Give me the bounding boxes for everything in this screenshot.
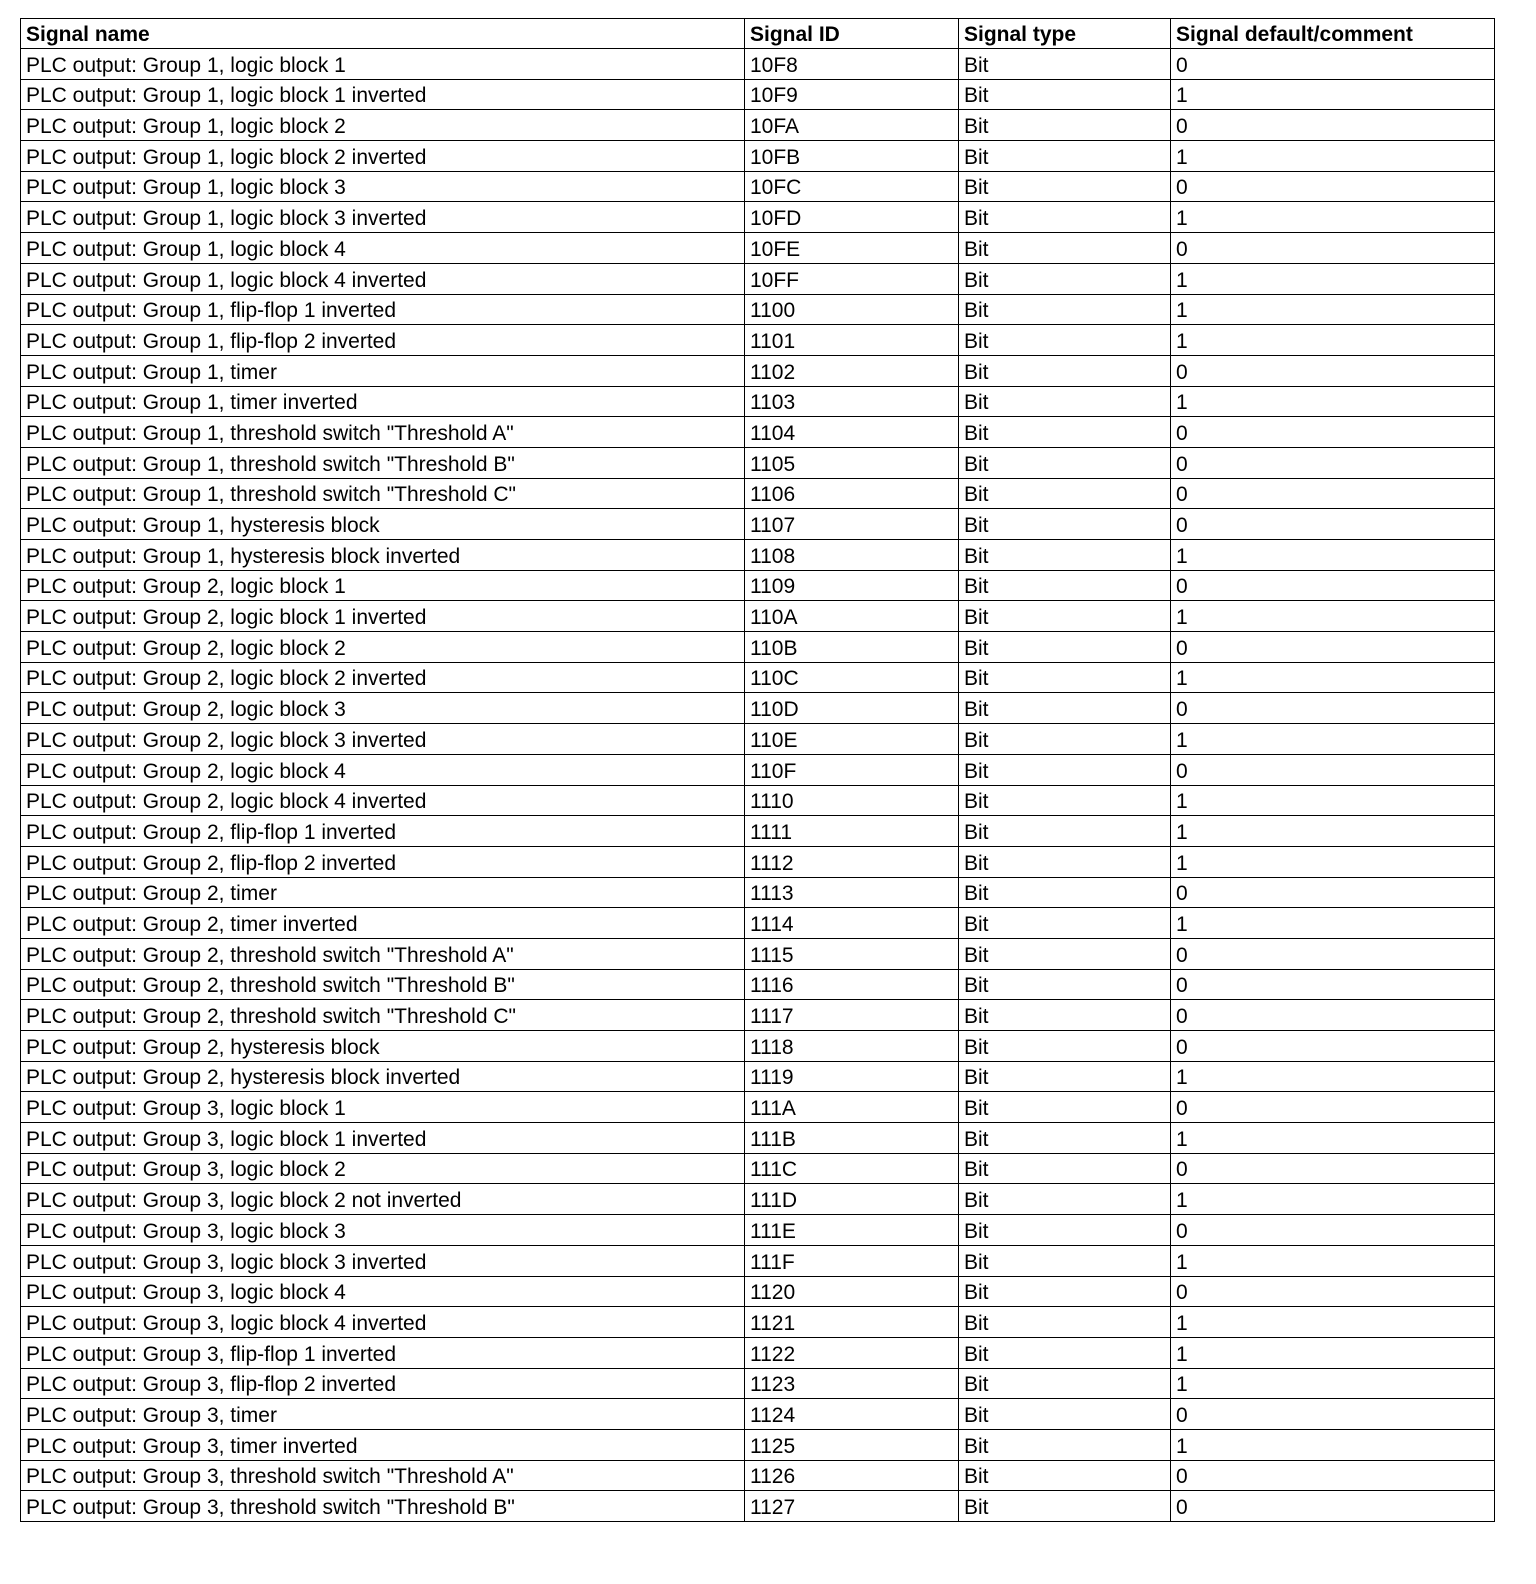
cell-signal-default: 0 bbox=[1171, 1399, 1495, 1430]
table-row bbox=[21, 662, 1495, 693]
cell-signal-name: PLC output: Group 3, logic block 2 bbox=[21, 1153, 745, 1184]
cell-signal-default: 0 bbox=[1171, 417, 1495, 448]
table-row bbox=[21, 141, 1495, 172]
cell-signal-type: Bit bbox=[959, 233, 1171, 264]
cell-signal-type: Bit bbox=[959, 1337, 1171, 1368]
cell-signal-name: PLC output: Group 3, logic block 4 bbox=[21, 1276, 745, 1307]
cell-signal-type: Bit bbox=[959, 110, 1171, 141]
cell-signal-name: PLC output: Group 3, logic block 1 bbox=[21, 1092, 745, 1123]
table-row bbox=[21, 846, 1495, 877]
table-row bbox=[21, 233, 1495, 264]
table-row bbox=[21, 724, 1495, 755]
cell-signal-name: PLC output: Group 2, logic block 3 inverted bbox=[21, 724, 745, 755]
cell-signal-name: PLC output: Group 1, logic block 3 inverted bbox=[21, 202, 745, 233]
cell-signal-name: PLC output: Group 1, logic block 1 bbox=[21, 49, 745, 80]
table-row bbox=[21, 1491, 1495, 1522]
cell-signal-default: 0 bbox=[1171, 233, 1495, 264]
cell-signal-type: Bit bbox=[959, 693, 1171, 724]
cell-signal-default: 0 bbox=[1171, 754, 1495, 785]
cell-signal-type: Bit bbox=[959, 570, 1171, 601]
cell-signal-id: 1126 bbox=[745, 1460, 959, 1491]
cell-signal-id: 110A bbox=[745, 601, 959, 632]
cell-signal-default: 1 bbox=[1171, 1123, 1495, 1154]
cell-signal-type: Bit bbox=[959, 662, 1171, 693]
cell-signal-default: 0 bbox=[1171, 49, 1495, 80]
cell-signal-type: Bit bbox=[959, 754, 1171, 785]
table-row bbox=[21, 1399, 1495, 1430]
cell-signal-name: PLC output: Group 1, hysteresis block bbox=[21, 509, 745, 540]
cell-signal-type: Bit bbox=[959, 1153, 1171, 1184]
cell-signal-name: PLC output: Group 2, flip-flop 2 inverted bbox=[21, 846, 745, 877]
cell-signal-type: Bit bbox=[959, 785, 1171, 816]
cell-signal-type: Bit bbox=[959, 1429, 1171, 1460]
table-row bbox=[21, 1429, 1495, 1460]
cell-signal-default: 1 bbox=[1171, 540, 1495, 571]
cell-signal-default: 0 bbox=[1171, 171, 1495, 202]
table-row bbox=[21, 693, 1495, 724]
cell-signal-id: 111D bbox=[745, 1184, 959, 1215]
cell-signal-default: 1 bbox=[1171, 846, 1495, 877]
cell-signal-type: Bit bbox=[959, 1276, 1171, 1307]
table-row bbox=[21, 1245, 1495, 1276]
cell-signal-name: PLC output: Group 1, logic block 3 bbox=[21, 171, 745, 202]
table-row bbox=[21, 601, 1495, 632]
cell-signal-name: PLC output: Group 3, timer inverted bbox=[21, 1429, 745, 1460]
cell-signal-id: 111E bbox=[745, 1215, 959, 1246]
header-signal-type: Signal type bbox=[959, 19, 1171, 49]
cell-signal-id: 110C bbox=[745, 662, 959, 693]
table-row bbox=[21, 1031, 1495, 1062]
cell-signal-type: Bit bbox=[959, 1184, 1171, 1215]
table-row bbox=[21, 1092, 1495, 1123]
cell-signal-id: 1110 bbox=[745, 785, 959, 816]
table-row bbox=[21, 110, 1495, 141]
cell-signal-id: 1122 bbox=[745, 1337, 959, 1368]
table-row bbox=[21, 1307, 1495, 1338]
table-row bbox=[21, 1460, 1495, 1491]
cell-signal-id: 1108 bbox=[745, 540, 959, 571]
cell-signal-id: 1114 bbox=[745, 908, 959, 939]
cell-signal-default: 1 bbox=[1171, 1184, 1495, 1215]
cell-signal-type: Bit bbox=[959, 49, 1171, 80]
table-row bbox=[21, 1276, 1495, 1307]
cell-signal-default: 0 bbox=[1171, 110, 1495, 141]
cell-signal-name: PLC output: Group 2, logic block 4 inverted bbox=[21, 785, 745, 816]
table-row bbox=[21, 1337, 1495, 1368]
header-signal-default: Signal default/comment bbox=[1171, 19, 1495, 49]
header-signal-id: Signal ID bbox=[745, 19, 959, 49]
cell-signal-type: Bit bbox=[959, 938, 1171, 969]
table-row bbox=[21, 816, 1495, 847]
cell-signal-name: PLC output: Group 1, flip-flop 1 inverted bbox=[21, 294, 745, 325]
table-row bbox=[21, 1061, 1495, 1092]
cell-signal-default: 1 bbox=[1171, 1245, 1495, 1276]
cell-signal-id: 1116 bbox=[745, 969, 959, 1000]
cell-signal-default: 0 bbox=[1171, 938, 1495, 969]
cell-signal-id: 1107 bbox=[745, 509, 959, 540]
cell-signal-name: PLC output: Group 3, flip-flop 1 inverted bbox=[21, 1337, 745, 1368]
cell-signal-default: 1 bbox=[1171, 294, 1495, 325]
cell-signal-default: 1 bbox=[1171, 325, 1495, 356]
cell-signal-id: 1117 bbox=[745, 1000, 959, 1031]
table-row bbox=[21, 49, 1495, 80]
cell-signal-name: PLC output: Group 3, logic block 3 bbox=[21, 1215, 745, 1246]
cell-signal-name: PLC output: Group 2, threshold switch "Threshold A" bbox=[21, 938, 745, 969]
cell-signal-type: Bit bbox=[959, 1123, 1171, 1154]
table-row bbox=[21, 171, 1495, 202]
cell-signal-default: 0 bbox=[1171, 1153, 1495, 1184]
cell-signal-id: 1111 bbox=[745, 816, 959, 847]
cell-signal-id: 10F8 bbox=[745, 49, 959, 80]
cell-signal-type: Bit bbox=[959, 1491, 1171, 1522]
cell-signal-name: PLC output: Group 2, threshold switch "Threshold C" bbox=[21, 1000, 745, 1031]
table-row bbox=[21, 263, 1495, 294]
cell-signal-type: Bit bbox=[959, 509, 1171, 540]
cell-signal-type: Bit bbox=[959, 724, 1171, 755]
table-row bbox=[21, 785, 1495, 816]
cell-signal-type: Bit bbox=[959, 79, 1171, 110]
cell-signal-id: 111C bbox=[745, 1153, 959, 1184]
cell-signal-id: 111B bbox=[745, 1123, 959, 1154]
cell-signal-id: 110B bbox=[745, 632, 959, 663]
cell-signal-default: 1 bbox=[1171, 601, 1495, 632]
table-row bbox=[21, 1184, 1495, 1215]
table-row bbox=[21, 1215, 1495, 1246]
cell-signal-default: 0 bbox=[1171, 447, 1495, 478]
table-row bbox=[21, 540, 1495, 571]
table-row bbox=[21, 877, 1495, 908]
cell-signal-default: 1 bbox=[1171, 908, 1495, 939]
cell-signal-default: 1 bbox=[1171, 141, 1495, 172]
table-row bbox=[21, 478, 1495, 509]
cell-signal-type: Bit bbox=[959, 1368, 1171, 1399]
table-body bbox=[21, 49, 1495, 1522]
cell-signal-name: PLC output: Group 2, timer bbox=[21, 877, 745, 908]
cell-signal-type: Bit bbox=[959, 601, 1171, 632]
cell-signal-type: Bit bbox=[959, 1061, 1171, 1092]
cell-signal-id: 1106 bbox=[745, 478, 959, 509]
cell-signal-default: 1 bbox=[1171, 662, 1495, 693]
table-row bbox=[21, 1153, 1495, 1184]
cell-signal-name: PLC output: Group 3, logic block 4 inverted bbox=[21, 1307, 745, 1338]
cell-signal-default: 0 bbox=[1171, 693, 1495, 724]
cell-signal-default: 0 bbox=[1171, 877, 1495, 908]
cell-signal-default: 1 bbox=[1171, 724, 1495, 755]
cell-signal-default: 0 bbox=[1171, 632, 1495, 663]
cell-signal-default: 0 bbox=[1171, 355, 1495, 386]
table-row bbox=[21, 1123, 1495, 1154]
cell-signal-id: 1124 bbox=[745, 1399, 959, 1430]
cell-signal-name: PLC output: Group 2, logic block 2 bbox=[21, 632, 745, 663]
cell-signal-id: 1121 bbox=[745, 1307, 959, 1338]
table-row bbox=[21, 447, 1495, 478]
cell-signal-default: 0 bbox=[1171, 478, 1495, 509]
table-header-row bbox=[21, 19, 1495, 49]
cell-signal-type: Bit bbox=[959, 447, 1171, 478]
signal-table bbox=[20, 18, 1495, 1522]
cell-signal-name: PLC output: Group 1, logic block 1 inverted bbox=[21, 79, 745, 110]
cell-signal-name: PLC output: Group 3, flip-flop 2 inverted bbox=[21, 1368, 745, 1399]
cell-signal-name: PLC output: Group 1, logic block 4 inverted bbox=[21, 263, 745, 294]
cell-signal-type: Bit bbox=[959, 478, 1171, 509]
cell-signal-name: PLC output: Group 2, flip-flop 1 inverted bbox=[21, 816, 745, 847]
cell-signal-type: Bit bbox=[959, 1245, 1171, 1276]
cell-signal-default: 1 bbox=[1171, 1061, 1495, 1092]
cell-signal-id: 1105 bbox=[745, 447, 959, 478]
cell-signal-default: 1 bbox=[1171, 202, 1495, 233]
table-row bbox=[21, 79, 1495, 110]
cell-signal-type: Bit bbox=[959, 1031, 1171, 1062]
cell-signal-name: PLC output: Group 1, timer bbox=[21, 355, 745, 386]
cell-signal-type: Bit bbox=[959, 263, 1171, 294]
cell-signal-type: Bit bbox=[959, 540, 1171, 571]
table-row bbox=[21, 325, 1495, 356]
cell-signal-type: Bit bbox=[959, 325, 1171, 356]
cell-signal-name: PLC output: Group 2, hysteresis block bbox=[21, 1031, 745, 1062]
cell-signal-id: 1119 bbox=[745, 1061, 959, 1092]
cell-signal-id: 10FB bbox=[745, 141, 959, 172]
table-row bbox=[21, 294, 1495, 325]
cell-signal-default: 0 bbox=[1171, 1460, 1495, 1491]
cell-signal-id: 1109 bbox=[745, 570, 959, 601]
cell-signal-type: Bit bbox=[959, 816, 1171, 847]
cell-signal-default: 0 bbox=[1171, 1031, 1495, 1062]
cell-signal-default: 1 bbox=[1171, 1337, 1495, 1368]
cell-signal-name: PLC output: Group 1, hysteresis block inverted bbox=[21, 540, 745, 571]
cell-signal-type: Bit bbox=[959, 877, 1171, 908]
table-row bbox=[21, 202, 1495, 233]
cell-signal-default: 0 bbox=[1171, 1215, 1495, 1246]
cell-signal-id: 1120 bbox=[745, 1276, 959, 1307]
cell-signal-type: Bit bbox=[959, 1399, 1171, 1430]
cell-signal-type: Bit bbox=[959, 141, 1171, 172]
header-signal-name: Signal name bbox=[21, 19, 745, 49]
cell-signal-id: 1118 bbox=[745, 1031, 959, 1062]
cell-signal-default: 1 bbox=[1171, 1429, 1495, 1460]
cell-signal-default: 0 bbox=[1171, 570, 1495, 601]
cell-signal-name: PLC output: Group 2, logic block 1 inverted bbox=[21, 601, 745, 632]
cell-signal-type: Bit bbox=[959, 417, 1171, 448]
cell-signal-name: PLC output: Group 2, logic block 2 inverted bbox=[21, 662, 745, 693]
table-row bbox=[21, 509, 1495, 540]
cell-signal-name: PLC output: Group 1, threshold switch "Threshold C" bbox=[21, 478, 745, 509]
cell-signal-default: 0 bbox=[1171, 509, 1495, 540]
cell-signal-name: PLC output: Group 3, threshold switch "Threshold A" bbox=[21, 1460, 745, 1491]
table-row bbox=[21, 632, 1495, 663]
cell-signal-name: PLC output: Group 2, logic block 3 bbox=[21, 693, 745, 724]
cell-signal-id: 110F bbox=[745, 754, 959, 785]
cell-signal-name: PLC output: Group 1, logic block 4 bbox=[21, 233, 745, 264]
cell-signal-default: 0 bbox=[1171, 1491, 1495, 1522]
cell-signal-type: Bit bbox=[959, 386, 1171, 417]
cell-signal-id: 10FF bbox=[745, 263, 959, 294]
table-row bbox=[21, 1368, 1495, 1399]
table-row bbox=[21, 938, 1495, 969]
cell-signal-name: PLC output: Group 3, logic block 2 not inverted bbox=[21, 1184, 745, 1215]
cell-signal-id: 1100 bbox=[745, 294, 959, 325]
cell-signal-id: 110D bbox=[745, 693, 959, 724]
cell-signal-id: 1112 bbox=[745, 846, 959, 877]
cell-signal-name: PLC output: Group 2, logic block 1 bbox=[21, 570, 745, 601]
cell-signal-name: PLC output: Group 1, threshold switch "Threshold B" bbox=[21, 447, 745, 478]
cell-signal-default: 1 bbox=[1171, 79, 1495, 110]
cell-signal-type: Bit bbox=[959, 1215, 1171, 1246]
cell-signal-id: 1101 bbox=[745, 325, 959, 356]
cell-signal-type: Bit bbox=[959, 294, 1171, 325]
cell-signal-id: 10FA bbox=[745, 110, 959, 141]
cell-signal-name: PLC output: Group 2, logic block 4 bbox=[21, 754, 745, 785]
cell-signal-type: Bit bbox=[959, 1092, 1171, 1123]
cell-signal-default: 0 bbox=[1171, 969, 1495, 1000]
cell-signal-type: Bit bbox=[959, 171, 1171, 202]
table-row bbox=[21, 417, 1495, 448]
cell-signal-id: 10F9 bbox=[745, 79, 959, 110]
cell-signal-id: 1103 bbox=[745, 386, 959, 417]
cell-signal-default: 1 bbox=[1171, 1368, 1495, 1399]
cell-signal-type: Bit bbox=[959, 1000, 1171, 1031]
cell-signal-id: 110E bbox=[745, 724, 959, 755]
table-row bbox=[21, 754, 1495, 785]
cell-signal-id: 10FC bbox=[745, 171, 959, 202]
cell-signal-id: 1123 bbox=[745, 1368, 959, 1399]
cell-signal-id: 1125 bbox=[745, 1429, 959, 1460]
cell-signal-name: PLC output: Group 2, hysteresis block inverted bbox=[21, 1061, 745, 1092]
cell-signal-name: PLC output: Group 2, timer inverted bbox=[21, 908, 745, 939]
cell-signal-id: 10FE bbox=[745, 233, 959, 264]
cell-signal-type: Bit bbox=[959, 1460, 1171, 1491]
cell-signal-name: PLC output: Group 3, threshold switch "Threshold B" bbox=[21, 1491, 745, 1522]
cell-signal-default: 1 bbox=[1171, 386, 1495, 417]
cell-signal-id: 1104 bbox=[745, 417, 959, 448]
cell-signal-name: PLC output: Group 1, timer inverted bbox=[21, 386, 745, 417]
cell-signal-name: PLC output: Group 1, flip-flop 2 inverted bbox=[21, 325, 745, 356]
cell-signal-name: PLC output: Group 3, timer bbox=[21, 1399, 745, 1430]
table-row bbox=[21, 570, 1495, 601]
cell-signal-id: 10FD bbox=[745, 202, 959, 233]
cell-signal-default: 1 bbox=[1171, 816, 1495, 847]
table-row bbox=[21, 386, 1495, 417]
table-row bbox=[21, 969, 1495, 1000]
cell-signal-type: Bit bbox=[959, 908, 1171, 939]
cell-signal-type: Bit bbox=[959, 202, 1171, 233]
cell-signal-id: 111F bbox=[745, 1245, 959, 1276]
cell-signal-default: 0 bbox=[1171, 1092, 1495, 1123]
cell-signal-name: PLC output: Group 1, logic block 2 inverted bbox=[21, 141, 745, 172]
table-row bbox=[21, 908, 1495, 939]
cell-signal-name: PLC output: Group 3, logic block 1 inverted bbox=[21, 1123, 745, 1154]
cell-signal-type: Bit bbox=[959, 969, 1171, 1000]
cell-signal-type: Bit bbox=[959, 632, 1171, 663]
cell-signal-name: PLC output: Group 1, logic block 2 bbox=[21, 110, 745, 141]
cell-signal-id: 1127 bbox=[745, 1491, 959, 1522]
cell-signal-id: 1115 bbox=[745, 938, 959, 969]
cell-signal-type: Bit bbox=[959, 355, 1171, 386]
cell-signal-default: 1 bbox=[1171, 263, 1495, 294]
cell-signal-default: 1 bbox=[1171, 1307, 1495, 1338]
cell-signal-id: 111A bbox=[745, 1092, 959, 1123]
cell-signal-id: 1102 bbox=[745, 355, 959, 386]
cell-signal-default: 0 bbox=[1171, 1276, 1495, 1307]
cell-signal-name: PLC output: Group 1, threshold switch "Threshold A" bbox=[21, 417, 745, 448]
cell-signal-default: 1 bbox=[1171, 785, 1495, 816]
cell-signal-id: 1113 bbox=[745, 877, 959, 908]
cell-signal-type: Bit bbox=[959, 1307, 1171, 1338]
cell-signal-type: Bit bbox=[959, 846, 1171, 877]
cell-signal-name: PLC output: Group 3, logic block 3 inverted bbox=[21, 1245, 745, 1276]
table-row bbox=[21, 355, 1495, 386]
cell-signal-default: 0 bbox=[1171, 1000, 1495, 1031]
table-row bbox=[21, 1000, 1495, 1031]
cell-signal-name: PLC output: Group 2, threshold switch "Threshold B" bbox=[21, 969, 745, 1000]
